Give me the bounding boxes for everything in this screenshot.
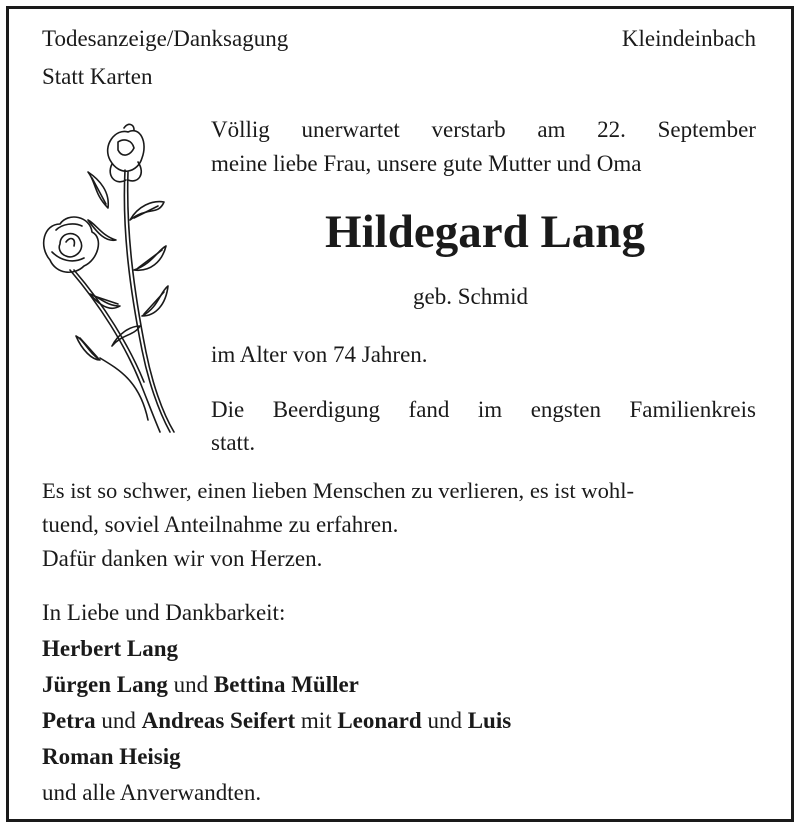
intro-word: September xyxy=(657,117,756,142)
signatory-row xyxy=(42,704,511,738)
intro-line-2: meine liebe Frau, unsere gute Mutter und Oma xyxy=(211,151,642,176)
funeral-word: im xyxy=(477,397,503,422)
intro-word: unerwartet xyxy=(301,117,400,142)
signatories-intro: In Liebe und Dankbarkeit: xyxy=(42,600,286,625)
signatory-name: Roman Heisig xyxy=(42,744,181,769)
intro-word: verstarb xyxy=(431,117,506,142)
signatory-name: Herbert Lang xyxy=(42,636,179,661)
signatory-row xyxy=(42,740,181,774)
signatory-name: Andreas Seifert xyxy=(141,708,296,733)
header-place: Kleindeinbach xyxy=(621,26,756,51)
conjunction: und xyxy=(421,708,468,733)
deceased-name: Hildegard Lang xyxy=(325,206,645,258)
funeral-word: engsten xyxy=(530,397,601,422)
intro-word: Völlig xyxy=(211,117,270,142)
funeral-word: fand xyxy=(408,397,450,422)
closing-line: und alle Anverwandten. xyxy=(42,780,262,805)
intro-word: 22. xyxy=(597,117,626,142)
thanks-line-1: Es ist so schwer, einen lieben Menschen zu verlieren, es ist wohl- xyxy=(42,478,635,503)
signatory-name: Petra xyxy=(42,708,96,733)
signatory-name: Leonard xyxy=(337,708,422,733)
intro-word: am xyxy=(537,117,566,142)
funeral-line-2: statt. xyxy=(211,430,256,455)
rose-icon xyxy=(30,120,180,440)
signatory-row xyxy=(42,668,359,702)
age-line: im Alter von 74 Jahren. xyxy=(211,342,428,367)
funeral-word: Familienkreis xyxy=(629,397,756,422)
funeral-line-1 xyxy=(211,393,756,427)
signatory-name: Bettina Müller xyxy=(213,672,359,697)
intro-line-1 xyxy=(211,113,756,147)
thanks-line-3: Dafür danken wir von Herzen. xyxy=(42,546,323,571)
conjunction: mit xyxy=(295,708,338,733)
conjunction: und xyxy=(95,708,142,733)
funeral-word: Die xyxy=(211,397,245,422)
maiden-name: geb. Schmid xyxy=(413,284,528,309)
header-title: Todesanzeige/Danksagung xyxy=(42,26,289,51)
signatory-name: Luis xyxy=(467,708,512,733)
conjunction: und xyxy=(167,672,214,697)
signatory-name: Jürgen Lang xyxy=(42,672,168,697)
header-subtitle: Statt Karten xyxy=(42,64,153,89)
funeral-word: Beerdigung xyxy=(272,397,381,422)
signatory-row xyxy=(42,632,178,666)
thanks-line-2: tuend, soviel Anteilnahme zu erfahren. xyxy=(42,512,399,537)
